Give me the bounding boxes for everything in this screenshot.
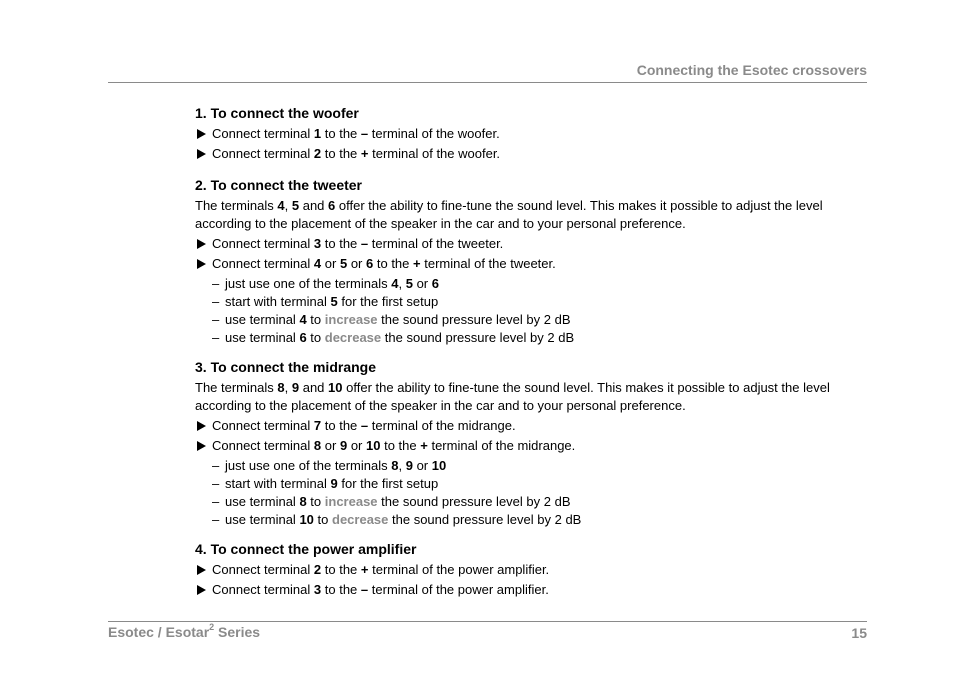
step-item: Connect terminal 8 or 9 or 10 to the + terminal of the midrange.: [195, 437, 870, 455]
arrow-bullet-icon: [197, 149, 206, 159]
step-item: Connect terminal 3 to the – terminal of the power amplifier.: [195, 581, 870, 599]
step-item: Connect terminal 7 to the – terminal of the midrange.: [195, 417, 870, 435]
arrow-bullet-icon: [197, 129, 206, 139]
sub-item: – use terminal 4 to increase the sound pressure level by 2 dB: [212, 312, 571, 327]
page-number: 15: [851, 625, 867, 641]
section-midrange: [195, 358, 870, 529]
step-item: Connect terminal 1 to the – terminal of the woofer.: [195, 125, 870, 143]
sub-item: – start with terminal 9 for the first setup: [212, 476, 439, 491]
arrow-bullet-icon: [197, 441, 206, 451]
section-tweeter: [195, 176, 870, 347]
step-item: Connect terminal 3 to the – terminal of the tweeter.: [195, 235, 870, 253]
arrow-bullet-icon: [197, 565, 206, 575]
section-power-amplifier: [195, 540, 870, 599]
arrow-bullet-icon: [197, 239, 206, 249]
sub-item: – just use one of the terminals 4, 5 or 6: [212, 276, 439, 291]
arrow-bullet-icon: [197, 585, 206, 595]
arrow-bullet-icon: [197, 259, 206, 269]
page-header-title: Connecting the Esotec crossovers: [636, 62, 867, 78]
sub-item: – use terminal 8 to increase the sound pressure level by 2 dB: [212, 494, 571, 509]
sub-item: – just use one of the terminals 8, 9 or 10: [212, 458, 447, 473]
footer-rule: [108, 621, 867, 622]
sub-item: – use terminal 10 to decrease the sound pressure level by 2 dB: [212, 512, 582, 527]
step-item: Connect terminal 2 to the + terminal of the power amplifier.: [195, 561, 870, 579]
section-intro: The terminals 4, 5 and 6 offer the ability to fine-tune the sound level. This makes it possible to adjust the level according to the placement of the speaker in the car and to your personal preference.: [195, 198, 823, 231]
section-title: 1. To connect the woofer: [195, 105, 359, 121]
step-item: Connect terminal 2 to the + terminal of the woofer.: [195, 145, 870, 163]
arrow-bullet-icon: [197, 421, 206, 431]
section-woofer: [195, 104, 870, 163]
page-content: [195, 104, 870, 601]
sub-item: – start with terminal 5 for the first setup: [212, 294, 439, 309]
section-title: 3. To connect the midrange: [195, 359, 376, 375]
section-title: 4. To connect the power amplifier: [195, 541, 417, 557]
section-title: 2. To connect the tweeter: [195, 177, 362, 193]
step-item: Connect terminal 4 or 5 or 6 to the + terminal of the tweeter.: [195, 255, 870, 273]
footer-series-name: Esotec / Esotar$^2$ Series: [108, 622, 261, 640]
section-intro: The terminals 8, 9 and 10 offer the ability to fine-tune the sound level. This makes it possible to adjust the level according to the placement of the speaker in the car and to your personal preference.: [195, 380, 830, 413]
sub-item: – use terminal 6 to decrease the sound pressure level by 2 dB: [212, 330, 575, 345]
header-rule: [108, 82, 867, 83]
